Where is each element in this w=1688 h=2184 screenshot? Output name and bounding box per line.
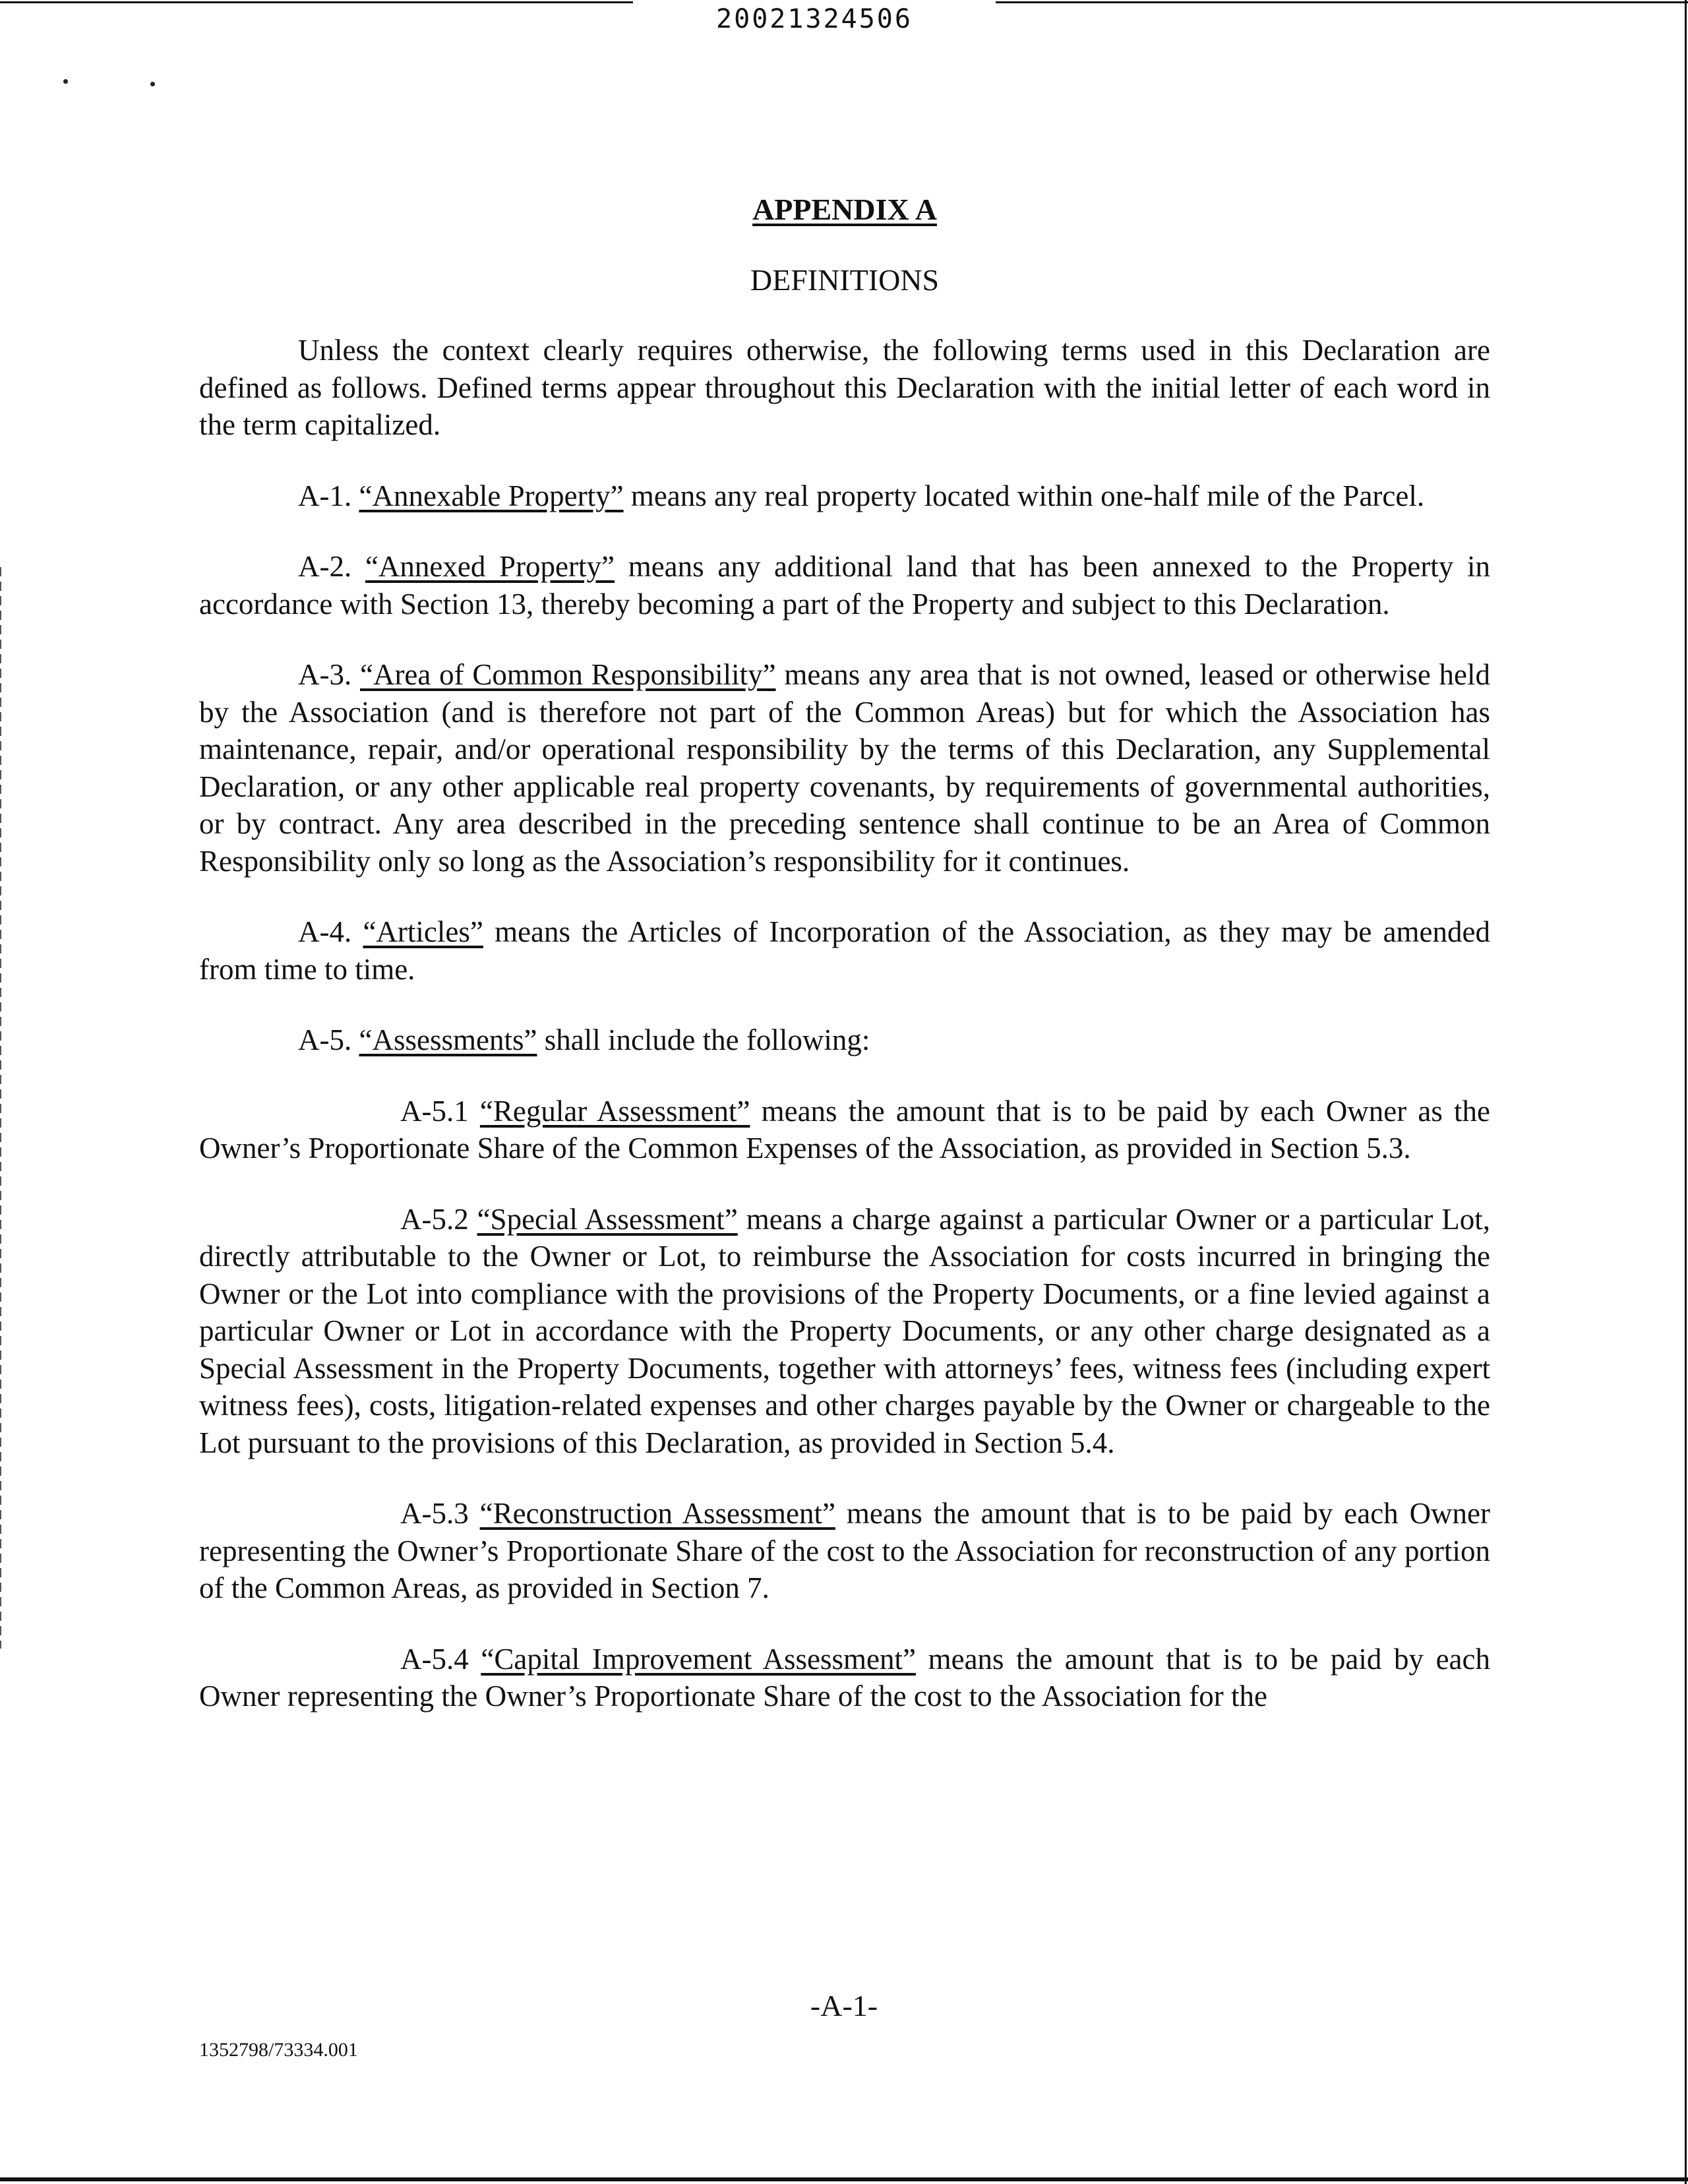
top-border-right (996, 1, 1688, 3)
definition-number: A-5. (298, 1023, 352, 1056)
left-scan-edge (0, 567, 1, 1649)
definition-number: A-3. (298, 658, 352, 691)
definition-text: means any additional land that has been annexed to the Property in accordance with Section 13, thereby becoming a part of the Property and subject to this Declaration. (199, 550, 1490, 621)
definition-a-5-2 (199, 1201, 1490, 1462)
document-id: 20021324506 (716, 4, 913, 34)
defined-term: “Reconstruction Assessment” (479, 1497, 835, 1530)
definition-text: means a charge against a particular Owner or a particular Lot, directly attributable to the Owner or Lot, to reimburse the Association for costs incurred in bringing the Owner or the Lot into compliance with the provisions of the Property Documents, or a fine levied against a particular Owner or Lot in accordance with the Property Documents, or any other charge designated as a Special Assessment in the Property Documents, together with attorneys’ fees, witness fees (including expert witness fees), costs, litigation-related expenses and other charges payable by the Owner or chargeable to the Lot pursuant to the provisions of this Declaration, as provided in Section 5.4. (199, 1202, 1490, 1459)
bottom-border (0, 2177, 1688, 2181)
top-border-left (0, 1, 633, 3)
definition-number: A-4. (298, 915, 352, 948)
definition-number: A-5.2 (400, 1202, 469, 1236)
defined-term: “Assessments” (359, 1023, 537, 1056)
document-body (199, 191, 1490, 1715)
definition-a-5-1 (199, 1093, 1490, 1167)
definition-text: means any real property located within one-half mile of the Parcel. (630, 479, 1425, 512)
definition-number: A-1. (298, 479, 352, 512)
scan-speck-dot (63, 79, 68, 84)
right-border (1685, 0, 1687, 2184)
definition-a-5-3 (199, 1495, 1490, 1607)
section-heading: DEFINITIONS (750, 262, 940, 297)
defined-term: “Special Assessment” (477, 1202, 738, 1236)
defined-term: “Annexed Property” (365, 550, 615, 583)
defined-term: “Capital Improvement Assessment” (481, 1642, 916, 1676)
definition-a-4 (199, 913, 1490, 988)
scan-speck-dot (150, 82, 155, 86)
definition-text: means the amount that is to be paid by each Owner representing the Owner’s Proportionate Share of the cost to the Association for the (199, 1642, 1490, 1713)
definition-a-1 (199, 477, 1490, 515)
definition-number: A-2. (298, 550, 352, 583)
definition-text: means the amount that is to be paid by each Owner as the Owner’s Proportionate Share of the Common Expenses of the Association, as provided in Section 5.3. (199, 1094, 1491, 1165)
definition-text: means the Articles of Incorporation of the Association, as they may be amended from time to time. (199, 915, 1490, 986)
defined-term: “Articles” (363, 915, 483, 948)
definition-a-2 (199, 548, 1490, 622)
page-title: APPENDIX A (752, 193, 937, 226)
definition-a-5-4 (199, 1641, 1490, 1715)
intro-paragraph: Unless the context clearly requires otherwise, the following terms used in this Declaration are defined as follows. Defined terms appear throughout this Declaration with the initial letter of each word in the term capitalized. (199, 334, 1490, 441)
definition-number: A-5.3 (400, 1497, 469, 1530)
definition-a-5 (199, 1021, 1490, 1059)
definition-number: A-5.4 (400, 1642, 469, 1676)
page-number: -A-1- (810, 1989, 878, 2022)
definition-a-3 (199, 656, 1490, 880)
definition-text: means any area that is not owned, leased or otherwise held by the Association (and is therefore not part of the Common Areas) but for which the Association has maintenance, repair, and/or operational responsibility by the terms of this Declaration, any Supplemental Declaration, or any other applicable real property covenants, by requirements of governmental authorities, or by contract. Any area described in the preceding sentence shall continue to be an Area of Common Responsibility only so long as the Association’s responsibility for it continues. (199, 658, 1491, 878)
definition-number: A-5.1 (400, 1094, 469, 1128)
document-reference: 1352798/73334.001 (199, 2039, 358, 2061)
defined-term: “Annexable Property” (359, 479, 624, 512)
definition-text: means the amount that is to be paid by each Owner representing the Owner’s Proportionate Share of the cost to the Association for reconstruction of any portion of the Common Areas, as provided in Section 7. (199, 1497, 1491, 1604)
defined-term: “Area of Common Responsibility” (359, 658, 776, 691)
defined-term: “Regular Assessment” (479, 1094, 750, 1128)
definition-text: shall include the following: (544, 1023, 870, 1056)
